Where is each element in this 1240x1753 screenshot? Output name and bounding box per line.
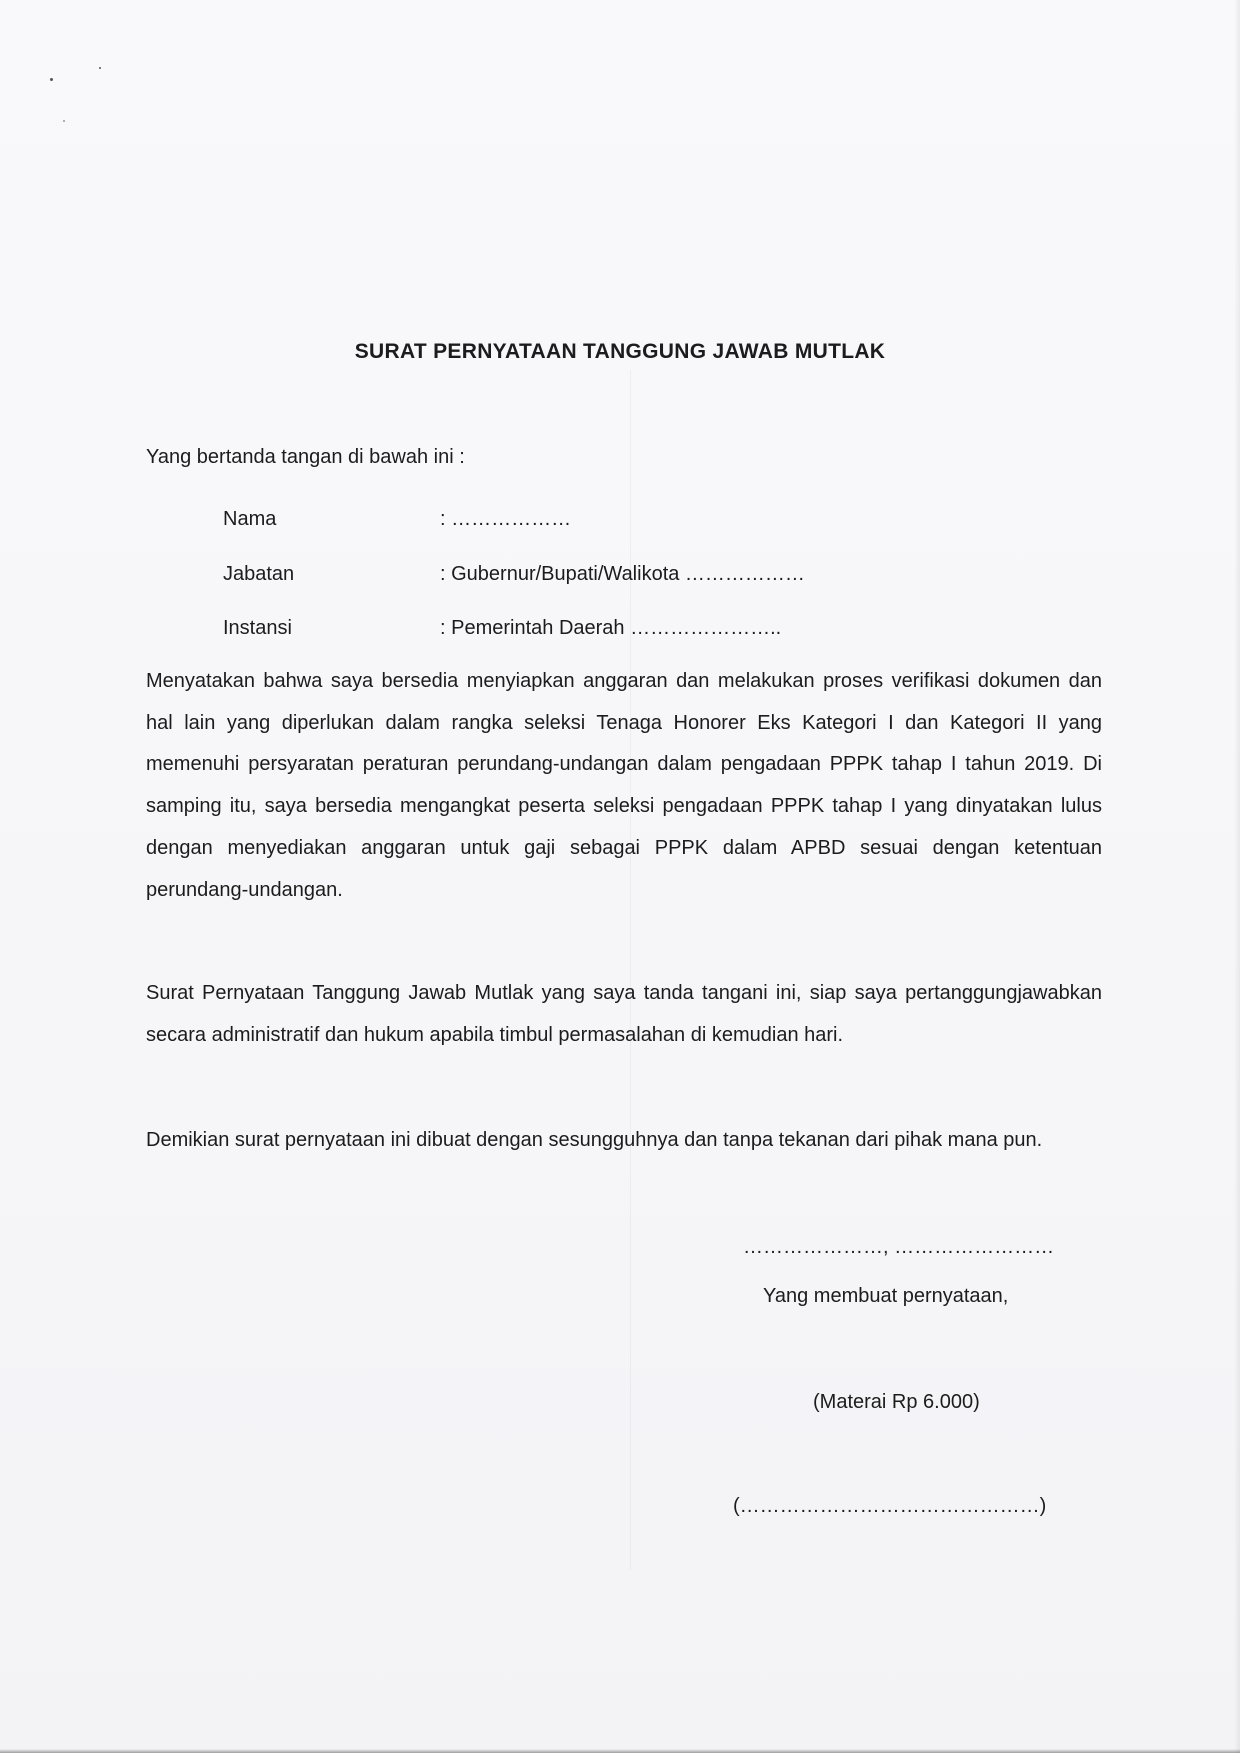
- intro-text: Yang bertanda tangan di bawah ini :: [146, 446, 465, 468]
- document-title: SURAT PERNYATAAN TANGGUNG JAWAB MUTLAK: [354, 340, 886, 363]
- scan-speck: [63, 120, 65, 122]
- stamp-duty-note: (Materai Rp 6.000): [813, 1391, 980, 1413]
- field-row-nama: [223, 508, 571, 531]
- field-value: : Pemerintah Daerah …………………..: [440, 617, 782, 639]
- signer-name-line: (………………………………………): [733, 1495, 1047, 1517]
- field-row-instansi: [223, 617, 781, 640]
- field-label: Instansi: [223, 617, 292, 639]
- paper-edge-right: [1234, 0, 1240, 1753]
- paper-fold-line: [630, 370, 631, 1570]
- paper-edge-bottom: [0, 1749, 1240, 1753]
- paragraph-closing: Demikian surat pernyataan ini dibuat dengan sesungguhnya dan tanpa tekanan dari pihak mana pun.: [146, 1129, 1043, 1151]
- scan-speck: [50, 78, 53, 81]
- paragraph-statement: Menyatakan bahwa saya bersedia menyiapkan anggaran dan melakukan proses verifikasi dokumen dan hal lain yang diperlukan dalam rangka seleksi Tenaga Honorer Eks Kategori I dan Kategori II yang memenuhi persyaratan peraturan perundang-undangan dalam pengadaan PPPK tahap I tahun 2019. Di samping itu, saya bersedia mengangkat peserta seleksi pengadaan PPPK tahap I yang dinyatakan lulus dengan menyediakan anggaran untuk gaji sebagai PPPK dalam APBD sesuai dengan ketentuan perundang-undangan.: [146, 670, 1102, 901]
- field-value: : ………………: [440, 508, 572, 530]
- scan-speck: [99, 67, 101, 69]
- field-value: : Gubernur/Bupati/Walikota ………………: [440, 563, 805, 585]
- field-row-jabatan: [223, 563, 805, 586]
- paragraph-responsibility: Surat Pernyataan Tanggung Jawab Mutlak yang saya tanda tangani ini, siap saya pertanggungjawabkan secara administratif dan hukum apabila timbul permasalahan di kemudian hari.: [146, 982, 1102, 1046]
- signer-label: Yang membuat pernyataan,: [763, 1285, 1009, 1307]
- field-label: Jabatan: [223, 563, 295, 585]
- field-label: Nama: [223, 508, 277, 530]
- place-date-line: …………………, ……………………: [743, 1236, 1055, 1258]
